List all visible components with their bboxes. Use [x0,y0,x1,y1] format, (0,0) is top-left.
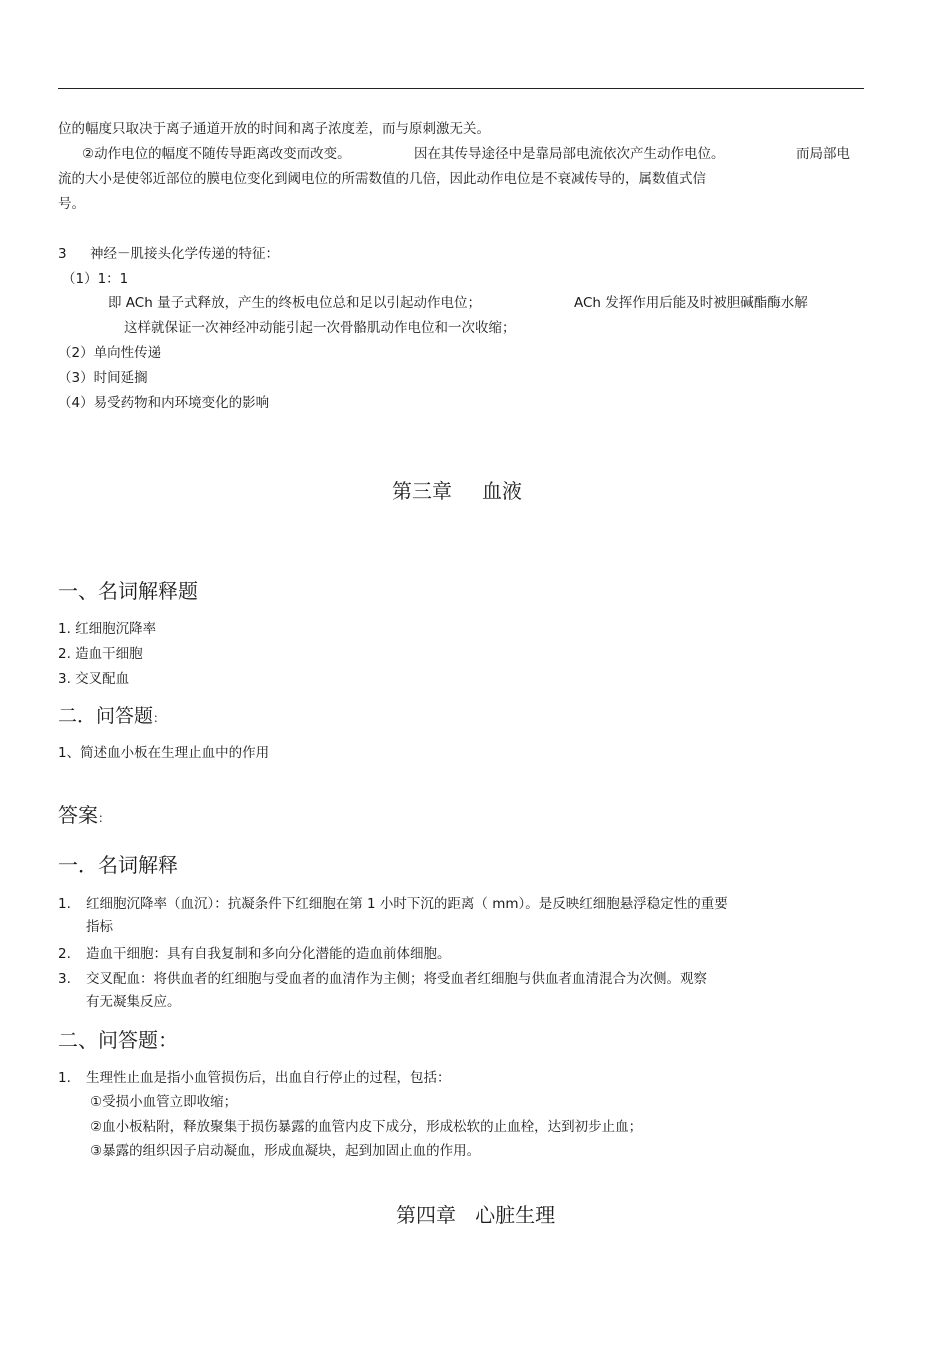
chapter-title: 第四章 心脏生理 [396,1203,556,1227]
answer-heading-text: 答案 [58,803,98,827]
answer-text: 红细胞沉降率（血沉）：抗凝条件下红细胞在第 1 小时下沉的距离（ mm）。是反映红细胞悬浮稳定性的重要 [86,896,728,912]
answer-number: 1. [58,1070,71,1086]
feature-detail: 即 ACh 量子式释放，产生的终板电位总和足以引起动作电位； [108,295,482,311]
question-item: 1、简述血小板在生理止血中的作用 [58,745,270,761]
paragraph-line: 因在其传导途径中是靠局部电流依次产生动作电位。 [414,146,725,162]
feature-detail: 这样就保证一次神经冲动能引起一次骨骼肌动作电位和一次收缩； [124,320,516,336]
section-heading: 二、问答题： [58,1028,178,1052]
paragraph-line: ②动作电位的幅度不随传导距离改变而改变。 [82,146,351,162]
chapter-title-subject: 血液 [482,479,522,503]
section-heading: 一、名词解释题 [58,579,198,603]
section-heading-text: 二．问答题 [58,705,154,727]
section-heading: 一．名词解释 [58,853,178,877]
answer-point: ③暴露的组织因子启动凝血，形成血凝块，起到加固止血的作用。 [90,1143,481,1159]
answer-heading [58,802,110,831]
answer-text: 交叉配血：将供血者的红细胞与受血者的血清作为主侧；将受血者红细胞与供血者血清混合为次侧。观察 [86,971,707,987]
paragraph-line: 位的幅度只取决于离子通道开放的时间和离子浓度差，而与原刺激无关。 [58,121,490,137]
paragraph-line: 而局部电 [796,146,850,162]
answer-text-cont: 有无凝集反应。 [86,994,181,1010]
feature-item: （1）1：1 [62,271,129,287]
paragraph-line: 号。 [58,196,85,212]
item-title: 神经－肌接头化学传递的特征： [90,246,279,262]
feature-item: （2）单向性传递 [58,345,162,361]
paragraph-line: 流的大小是使邻近部位的膜电位变化到阈电位的所需数值的几倍，因此动作电位是不衰减传导的，属数值式信 [58,171,706,187]
feature-item: （3）时间延搁 [58,370,148,386]
answer-number: 1. [58,896,71,912]
item-number: 3 [58,246,67,262]
term-item: 3. 交叉配血 [58,671,130,687]
heading-colon: ： [98,811,111,825]
chapter-title: 第三章 [392,479,452,503]
feature-item: （4）易受药物和内环境变化的影响 [58,395,270,411]
answer-number: 3. [58,971,71,987]
section-heading [58,704,165,730]
answer-number: 2. [58,946,71,962]
header-rule [58,88,864,89]
term-item: 1. 红细胞沉降率 [58,621,157,637]
term-item: 2. 造血干细胞 [58,646,143,662]
answer-text: 造血干细胞：具有自我复制和多向分化潜能的造血前体细胞。 [86,946,451,962]
answer-text-cont: 指标 [86,919,113,935]
answer-text: 生理性止血是指小血管损伤后，出血自行停止的过程，包括： [86,1070,451,1086]
answer-point: ①受损小血管立即收缩； [90,1094,238,1110]
feature-detail: ACh 发挥作用后能及时被胆碱酯酶水解 [574,295,808,311]
heading-colon: ： [153,711,166,725]
answer-point: ②血小板粘附，释放聚集于损伤暴露的血管内皮下成分，形成松软的止血栓，达到初步止血； [90,1119,643,1135]
